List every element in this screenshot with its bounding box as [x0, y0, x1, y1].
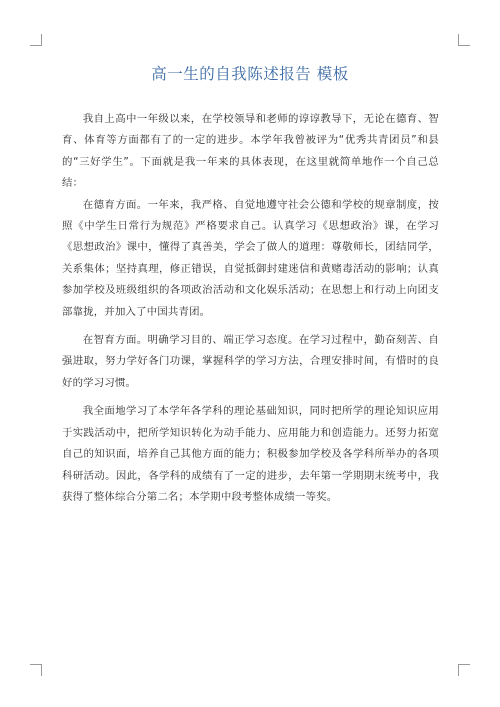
crop-mark-bottom-left [30, 664, 42, 676]
paragraph-intro: 我自上高中一年级以来，在学校领导和老师的谆谆教导下，无论在德育、智育、体育等方面都有了的一定的进步。本学年我曾被评为“优秀共青团员”和县的“三好学生”。下面就是我一年来的具体表现，在这里就简单地作一个自己总结： [62, 113, 439, 190]
paragraph-intellectual: 在智育方面。明确学习目的、端正学习态度。在学习过程中，勤奋刻苦、自强进取，努力学好各门功课，掌握科学的学习方法，合理安排时间，有惜时的良好的学习习惯。 [62, 334, 439, 389]
crop-mark-top-right [458, 34, 470, 46]
paragraph-study: 我全面地学习了本学年各学科的理论基础知识，同时把所学的理论知识应用于实践活动中，把所学知识转化为动手能力、应用能力和创造能力。还努力拓宽自己的知识面，培养自己其他方面的能力；积极参加学校及各学科所举办的各项科研活动。因此，各学科的成绩有了一定的进步，去年第一学期期末统考中，我获得了整体综合分第二名；本学期中段考整体成绩一等奖。 [62, 405, 439, 503]
paragraph-moral: 在德育方面。一年来，我严格、自觉地遵守社会公德和学校的规章制度，按照《中学生日常行为规范》严格要求自己。认真学习《思想政治》课，在学习《思想政治》课中，懂得了真善美，学会了做人的道理：尊敬师长，团结同学，关系集体；坚持真理，修正错误，自觉抵御封建迷信和黄赌毒活动的影响；认真参加学校及班级组织的各项政治活动和文化娱乐活动；在思想上和行动上向团支部靠拢，并加入了中国共青团。 [62, 198, 439, 318]
document-title: 高一生的自我陈述报告 模板 [151, 65, 349, 83]
document-body [62, 109, 439, 508]
crop-mark-bottom-right [458, 664, 470, 676]
crop-mark-top-left [30, 34, 42, 46]
